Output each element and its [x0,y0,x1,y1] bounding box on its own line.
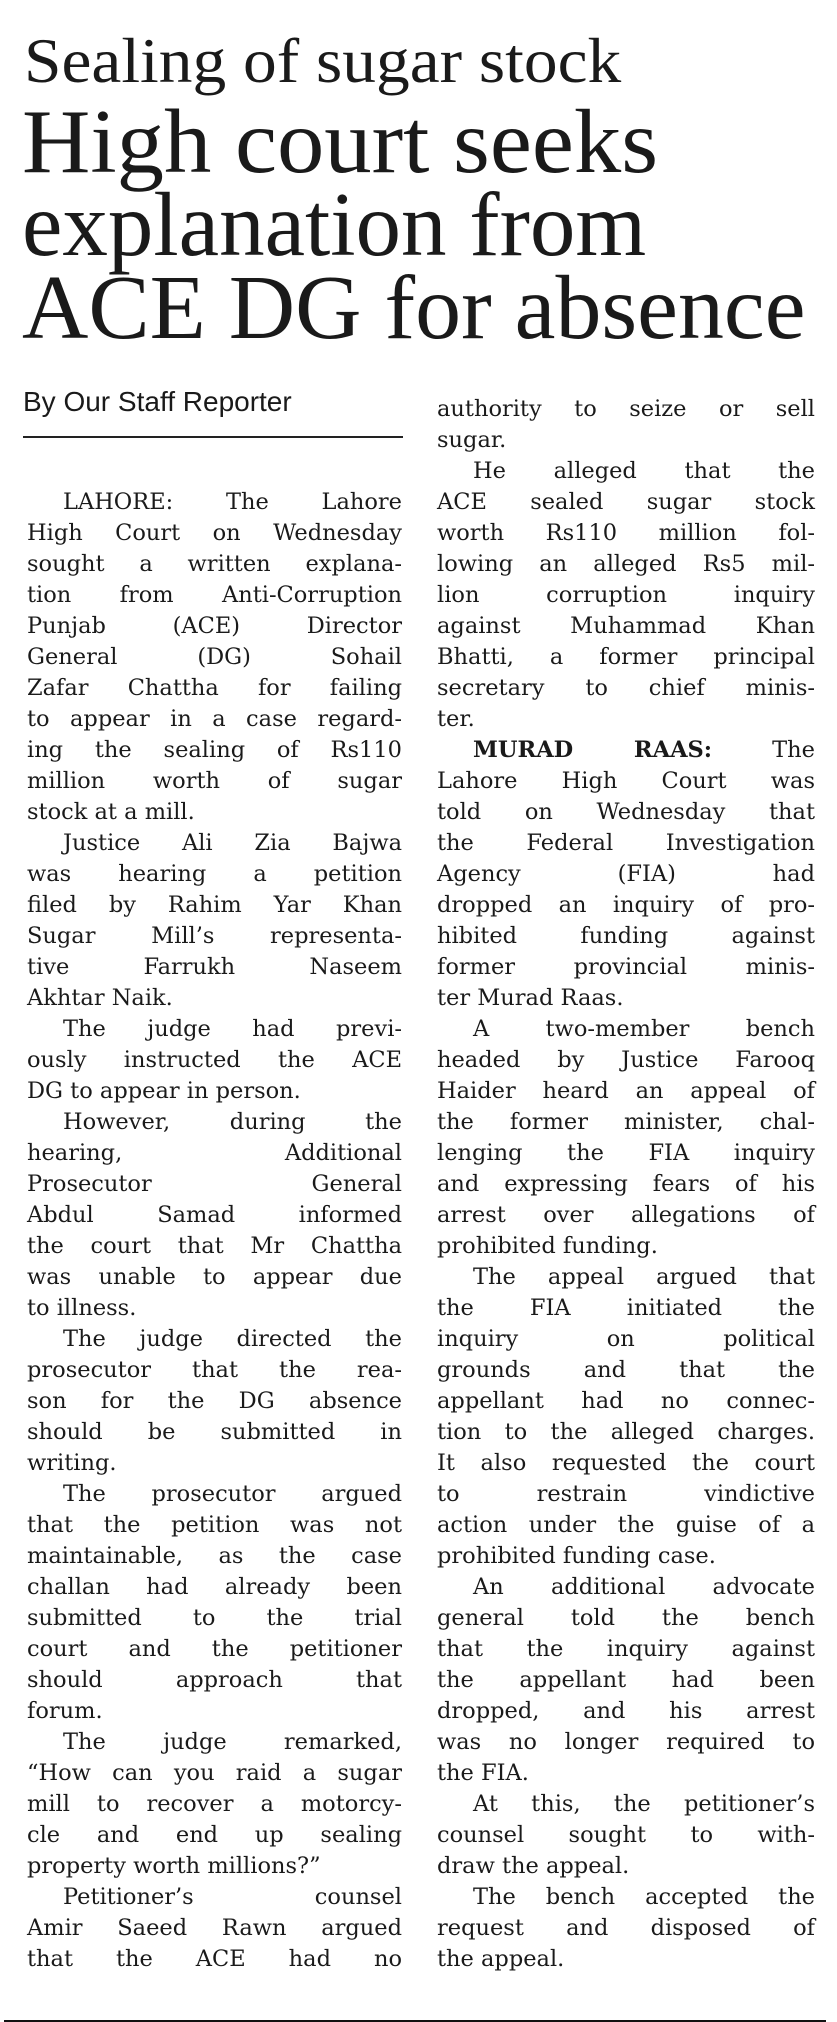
line-text: The prosecutor argued [63,1481,402,1507]
article-text-line [437,1913,815,1944]
article-text-line [437,859,815,890]
article-text-line [437,1851,815,1882]
line-text: The judge directed the [63,1326,402,1352]
article-text-line [437,1076,815,1107]
section-lead: MURAD RAAS: [473,737,713,763]
line-text: ously instructed the ACE [27,1047,402,1073]
article-text-line [437,890,815,921]
article-text-line [437,1231,815,1262]
line-text: The appeal argued that [473,1264,815,1290]
article-text-line [437,1944,815,1975]
line-text: DG to appear in person. [27,1078,301,1104]
article-text-line [437,1510,815,1541]
line-text: “How can you raid a sugar [27,1760,402,1786]
line-text: A two-member bench [473,1016,815,1042]
article-text-line [27,1944,402,1975]
line-text: former provincial minis- [437,954,815,980]
line-text: hearing, Additional [27,1140,402,1166]
line-text: Sugar Mill’s representa- [27,923,402,949]
article-text-line [27,890,402,921]
line-text: mill to recover a motorcy- [27,1791,402,1817]
line-text: Justice Ali Zia Bajwa [63,830,402,856]
line-text: general told the bench [437,1605,815,1631]
line-text: hibited funding against [437,923,815,949]
line-text: worth Rs110 million fol- [437,520,815,546]
line-text: The [772,737,815,763]
line-text: maintainable, as the case [27,1543,402,1569]
line-text: General (DG) Sohail [27,644,402,670]
line-text: ter Murad Raas. [437,985,624,1011]
article-text-line [27,1324,402,1355]
article-text-line [437,1262,815,1293]
line-text: writing. [27,1450,117,1476]
article-text-line [27,735,402,766]
article-text-line [437,518,815,549]
line-text: should approach that [27,1667,402,1693]
article-text-line [27,1262,402,1293]
article-text-line [27,1789,402,1820]
article-text-line [437,1045,815,1076]
line-text: challan had already been [27,1574,402,1600]
article-text-line [437,797,815,828]
article-text-line [27,673,402,704]
article-text-line [437,1293,815,1324]
article-text-line [437,1634,815,1665]
article-text-line [437,580,815,611]
line-text: At this, the petitioner’s [473,1791,815,1817]
line-text: action under the guise of a [437,1512,815,1538]
line-text: forum. [27,1698,103,1724]
article-text-line [27,1913,402,1944]
line-text: Amir Saeed Rawn argued [27,1915,402,1941]
line-text: An additional advocate [473,1574,815,1600]
line-text: cle and end up sealing [27,1822,402,1848]
line-text: should be submitted in [27,1419,402,1445]
article-text-line [437,1541,815,1572]
article-text-line [437,456,815,487]
article-text-line [437,1324,815,1355]
line-text: request and disposed of [437,1915,815,1941]
line-text: He alleged that the [473,458,815,484]
line-text: that the ACE had no [27,1946,402,1972]
line-text: tive Farrukh Naseem [27,954,402,980]
article-text-line [27,704,402,735]
article-text-line [27,1541,402,1572]
article-text-line [27,487,402,518]
line-text: lowing an alleged Rs5 mil- [437,551,815,577]
line-text: the appeal. [437,1946,565,1972]
article-text-line [27,580,402,611]
article-text-line [27,1603,402,1634]
article-text-line [437,1727,815,1758]
line-text: grounds and that the [437,1357,815,1383]
article-text-line [437,1417,815,1448]
article-text-line [27,1169,402,1200]
article-text-line [437,673,815,704]
line-text: the former minister, chal- [437,1109,815,1135]
line-text: to appear in a case regard- [27,706,402,732]
article-text-line [437,642,815,673]
line-text: counsel sought to with- [437,1822,815,1848]
article-text-line [27,1107,402,1138]
article-text-line [27,1634,402,1665]
article-text-line [27,1355,402,1386]
article-text-line [27,983,402,1014]
line-text: court and the petitioner [27,1636,402,1662]
article-text-line [437,735,815,766]
line-text: son for the DG absence [27,1388,402,1414]
article-text-line [437,921,815,952]
article-text-line [27,642,402,673]
line-text: The judge had previ- [63,1016,402,1042]
line-text: inquiry on political [437,1326,815,1352]
line-text: appellant had no connec- [437,1388,815,1414]
line-text: filed by Rahim Yar Khan [27,892,402,918]
line-text: dropped, and his arrest [437,1698,815,1724]
article-text-line [27,1820,402,1851]
article-text-line [27,828,402,859]
line-text: The bench accepted the [473,1884,815,1910]
article-text-line [27,1386,402,1417]
article-text-line [437,1882,815,1913]
line-text: Petitioner’s counsel [63,1884,402,1910]
article-text-line [437,828,815,859]
line-text: ter. [437,706,475,732]
line-text: Agency (FIA) had [437,861,815,887]
article-text-line [437,611,815,642]
article-column-right [437,394,815,1975]
article-text-line [437,766,815,797]
article-text-line [437,425,815,456]
line-text: LAHORE: The Lahore [63,489,402,515]
headline-line: explanation from [22,174,647,275]
article-text-line [27,766,402,797]
line-text: the appellant had been [437,1667,815,1693]
article-text-line [437,1200,815,1231]
line-text: the court that Mr Chattha [27,1233,402,1259]
article-text-line [437,1014,815,1045]
article-text-line [437,983,815,1014]
line-text: High Court on Wednesday [27,520,402,546]
line-text: against Muhammad Khan [437,613,815,639]
line-text: ACE sealed sugar stock [437,489,815,515]
article-text-line [27,1231,402,1262]
article-text-line [437,1665,815,1696]
line-text: million worth of sugar [27,768,402,794]
byline: By Our Staff Reporter [23,386,292,417]
article-text-line [27,952,402,983]
article-text-line [27,1727,402,1758]
line-text: to restrain vindictive [437,1481,815,1507]
article-text-line [437,952,815,983]
line-text: The judge remarked, [63,1729,402,1755]
article-text-line [27,1510,402,1541]
line-text: lenging the FIA inquiry [437,1140,815,1166]
article-text-line [437,1479,815,1510]
article-text-line [437,1138,815,1169]
article-text-line [27,1200,402,1231]
article-text-line [437,1448,815,1479]
article-text-line [27,1882,402,1913]
line-text: arrest over allegations of [437,1202,815,1228]
article-text-line [437,1169,815,1200]
headline-line: High court seeks [22,91,659,192]
article-text-line [437,704,815,735]
line-text: tion to the alleged charges. [437,1419,815,1445]
line-text: the Federal Investigation [437,830,815,856]
article-text-line [27,518,402,549]
line-text: Lahore High Court was [437,768,815,794]
article-text-line [27,611,402,642]
line-text: and expressing fears of his [437,1171,815,1197]
article-text-line [27,1417,402,1448]
article-text-line [27,1448,402,1479]
article-text-line [27,1851,402,1882]
article-text-line [437,1603,815,1634]
article-text-line [27,859,402,890]
line-text: However, during the [63,1109,402,1135]
article-text-line [27,1014,402,1045]
line-text: Zafar Chattha for failing [27,675,402,701]
line-text: sought a written explana- [27,551,402,577]
line-text: sugar. [437,427,507,453]
line-text: Prosecutor General [27,1171,402,1197]
article-text-line [27,1758,402,1789]
article-column-left [27,487,402,1975]
article-text-line [27,921,402,952]
line-text: dropped an inquiry of pro- [437,892,815,918]
article-text-line [27,1076,402,1107]
line-text: tion from Anti-Corruption [27,582,402,608]
line-text: ing the sealing of Rs110 [27,737,402,763]
headline-line: ACE DG for absence [22,257,806,358]
article-text-line [27,1045,402,1076]
line-text: prohibited funding. [437,1233,658,1259]
article-text-line [437,1789,815,1820]
article-text-line [437,394,815,425]
headline-kicker: Sealing of sugar stock [24,26,622,96]
article-text-line [437,1572,815,1603]
article-text-line [27,549,402,580]
line-text: prosecutor that the rea- [27,1357,402,1383]
line-text: that the petition was not [27,1512,402,1538]
article-text-line [437,1696,815,1727]
article-text-line [437,1758,815,1789]
article-text-line [437,1820,815,1851]
article-text-line [437,487,815,518]
article-text-line [437,549,815,580]
line-text: Haider heard an appeal of [437,1078,815,1104]
article-text-line [27,1696,402,1727]
line-text: to illness. [27,1295,137,1321]
line-text: lion corruption inquiry [437,582,815,608]
line-text: stock at a mill. [27,799,195,825]
line-text: It also requested the court [437,1450,815,1476]
line-text: prohibited funding case. [437,1543,716,1569]
line-text: headed by Justice Farooq [437,1047,815,1073]
line-text: draw the appeal. [437,1853,630,1879]
article-text-line [27,1479,402,1510]
byline-divider [23,436,403,438]
line-text: Bhatti, a former principal [437,644,815,670]
line-text: the FIA. [437,1760,529,1786]
line-text: secretary to chief minis- [437,675,815,701]
article-text-line [27,1665,402,1696]
line-text: property worth millions?” [27,1853,321,1879]
article-text-line [27,1138,402,1169]
article-text-line [27,1572,402,1603]
line-text: Punjab (ACE) Director [27,613,402,639]
article-text-line [27,797,402,828]
line-text: was unable to appear due [27,1264,402,1290]
article-text-line [437,1386,815,1417]
line-text: Akhtar Naik. [27,985,173,1011]
line-text: authority to seize or sell [437,396,815,422]
line-text: submitted to the trial [27,1605,402,1631]
article-text-line [27,1293,402,1324]
line-text: told on Wednesday that [437,799,815,825]
line-text: was hearing a petition [27,861,402,887]
article-text-line [437,1355,815,1386]
article-text-line [437,1107,815,1138]
line-text: the FIA initiated the [437,1295,815,1321]
line-text: that the inquiry against [437,1636,815,1662]
line-text: Abdul Samad informed [27,1202,402,1228]
line-text: was no longer required to [437,1729,815,1755]
